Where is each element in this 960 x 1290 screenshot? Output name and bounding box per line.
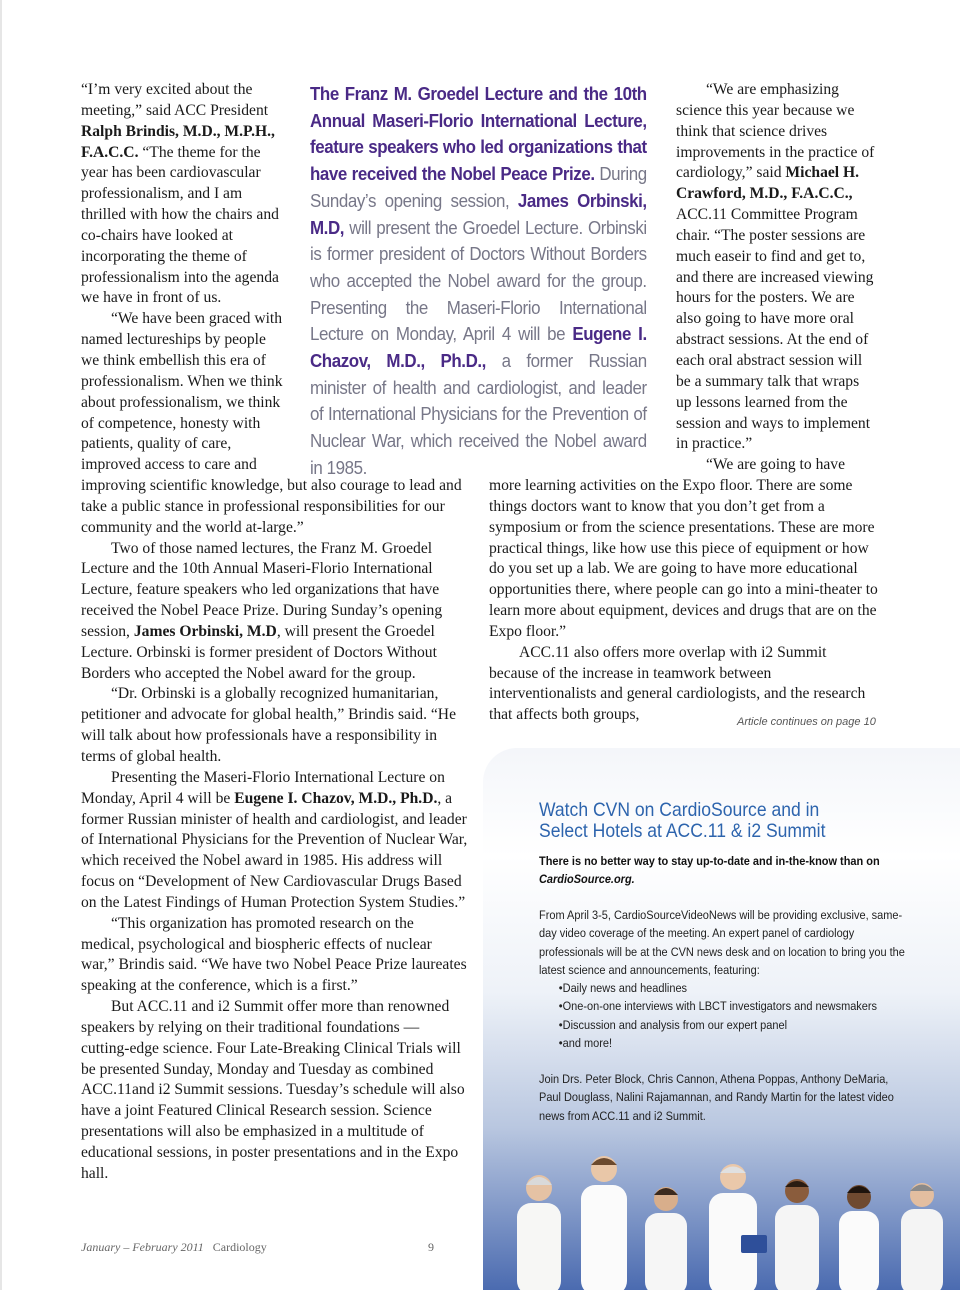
list-item: • One-on-one interviews with LBCT investigators and newsmakers bbox=[559, 997, 908, 1015]
paragraph: But ACC.11 and i2 Summit offer more than renowned speakers by relying on their traditional foundations — cutting-edge science. Four Late-Breaking Clinical Trials will be presented Sunday, Monday and Tuesday as combined ACC.11and i2 Summit sessions. Tuesday’s schedule will also have a joint Featured Clinical Research session. Science presentations will also be emphasized in a multitude of educational sessions, in poster presentations and in the Expo hall. bbox=[81, 998, 465, 1182]
list-item: • Discussion and analysis from our expert panel bbox=[559, 1016, 908, 1034]
continues-note: Article continues on page 10 bbox=[737, 716, 876, 728]
column-1-top bbox=[81, 80, 283, 476]
pull-quote: The Franz M. Groedel Lecture and the 10th Annual Maseri-Florio International Lecture, feature speakers who led organizations that have received the Nobel Peace Prize. During Sunday’s opening session, James Orbinski, M.D, will present the Groedel Lecture. Orbinski is former president of Doctors Without Borders who accepted the Nobel award for the group. Presenting the Maseri-Florio International Lecture on Monday, April 4 will be Eugene I. Chazov, M.D., Ph.D., a former Russian minister of health and cardiologist, and leader of International Physicians for the Prevention of Nuclear War, which received the Nobel award in 1985. bbox=[310, 83, 647, 478]
paragraph: “Dr. Orbinski is a globally recognized humanitarian, petitioner and advocate for global health,” Brindis said. “He will talk about how professionals have a responsibility in terms of global health. bbox=[81, 685, 456, 765]
pull-quote-name: Eugene I. Chazov, M.D., Ph.D., bbox=[310, 323, 647, 372]
speaker-name: Eugene I. Chazov, M.D., Ph.D. bbox=[234, 789, 438, 807]
doctor-figure bbox=[517, 1175, 561, 1290]
pull-quote-lead: The Franz M. Groedel Lecture and the 10th Annual Maseri-Florio International Lecture, feature speakers who led organizations that have received the Nobel Peace Prize. bbox=[310, 83, 647, 185]
sidebar-body: From April 3-5, CardioSourceVideoNews will be providing exclusive, same-day video coverage of the meeting. An expert panel of cardiology professionals will be at the CVN news desk and on location to bring you the latest science and announcements, featuring: • Daily news and headlines • One-on-one interviews with LBCT investigators and newsmakers • Discussion and analysis from our expert panel • and more! bbox=[539, 906, 908, 1052]
paragraph: ACC.11 also offers more overlap with i2 Summit because of the increase in teamwork between interventionalists and general cardiologists, and the research that affects both groups, bbox=[489, 643, 866, 724]
doctor-figure bbox=[901, 1183, 943, 1290]
doctors-photo bbox=[503, 1143, 953, 1290]
page-edge bbox=[0, 0, 2, 1290]
cvn-sidebar bbox=[483, 748, 960, 1290]
paragraph: Two of those named lectures, the Franz M. Groedel Lecture and the 10th Annual Maseri-Florio International Lecture, feature speakers who led organizations that have received the Nobel Peace Prize. During Sunday’s opening session, James Orbinski, M.D, will present the Groedel Lecture. Orbinski is former president of Doctors Without Borders who accepted the Nobel award for the group. bbox=[81, 539, 443, 682]
issue-date: January – February 2011 bbox=[81, 1240, 204, 1254]
doctor-figure bbox=[581, 1156, 627, 1290]
paragraph: more learning activities on the Expo floor. There are some things doctors want to know that you don’t get from a symposium or from the science presentations. These are more practical things, like how use this piece of equipment or how do you set up a lab. We are going to have more educational opportunities there, where people can go into a mini-theater to learn more about equipment, devices and drugs that are on the Expo floor.” bbox=[489, 477, 878, 640]
sidebar-intro: There is no better way to stay up-to-date and in-the-know than on CardioSource.org. bbox=[539, 854, 880, 886]
speaker-name: Michael H. Crawford, M.D., F.A.C.C., bbox=[676, 164, 860, 203]
paragraph: “This organization has promoted research on the medical, psychological and biospheric effects of nuclear war,” Brindis said. “We have two Nobel Peace Prize laureates speaking at the conference, which is a first.” bbox=[81, 914, 467, 995]
column-1-lower bbox=[81, 476, 469, 1185]
column-3-lower bbox=[489, 476, 879, 726]
sidebar-join: Join Drs. Peter Block, Chris Cannon, Athena Poppas, Anthony DeMaria, Paul Douglass, Nalini Rajamannan, and Randy Martin for the latest video news from ACC.11 and i2 Summit. bbox=[539, 1072, 894, 1123]
publication-name: Cardiology bbox=[212, 1240, 267, 1254]
column-3-top bbox=[676, 80, 876, 476]
speaker-name: Ralph Brindis, M.D., M.P.H., F.A.C.C. bbox=[81, 122, 275, 161]
list-item: • Daily news and headlines bbox=[559, 979, 908, 997]
feature-list bbox=[539, 979, 908, 1052]
paragraph: “I’m very excited about the meeting,” said ACC President Ralph Brindis, M.D., M.P.H., F.A.C.C. “The theme for the year has been cardiovascular professionalism, and I am thrilled with how the chairs and co-chairs have looked at incorporating the theme of professionalism into the agenda we have in front of us. bbox=[81, 81, 279, 307]
page-number: 9 bbox=[428, 1240, 434, 1254]
paragraph: “We are going to have bbox=[706, 456, 846, 474]
list-item: • and more! bbox=[559, 1034, 908, 1052]
paragraph: improving scientific knowledge, but also courage to lead and take a public stance in professional responsibilities for our community and the world at-large.” bbox=[81, 477, 462, 536]
page-footer bbox=[81, 1240, 434, 1255]
doctor-figure bbox=[775, 1179, 819, 1290]
paragraph: “We are emphasizing science this year because we think that science drives improvements in the practice of cardiology,” said Michael H. Crawford, M.D., F.A.C.C., ACC.11 Committee Program chair. “The poster sessions are much easeir to find and get to, and there are increased viewing hours for the posters. We are also going to have more oral abstract sessions. At the end of each oral abstract session will be a summary talk that wraps up lessons learned from the session and ways to implement in practice.” bbox=[676, 81, 875, 453]
sidebar-title: Watch CVN on CardioSource and in Select Hotels at ACC.11 & i2 Summit bbox=[539, 799, 826, 842]
speaker-name: James Orbinski, M.D bbox=[133, 622, 277, 640]
paragraph: “We have been graced with named lectureships by people we think embellish this era of professionalism. When we think about professionalism, we think of competence, honesty with patients, quality of care, improved access to care and bbox=[81, 310, 283, 474]
cardiosource-link: CardioSource.org. bbox=[539, 872, 635, 886]
doctor-figure bbox=[645, 1187, 687, 1290]
paragraph: Presenting the Maseri-Florio International Lecture on Monday, April 4 will be Eugene I. Chazov, M.D., Ph.D., a former Russian minister of health and cardiologist, and leader of International Physicians for the Prevention of Nuclear War, which received the Nobel award in 1985. His address will focus on “Development of New Cardiovascular Drugs Based on the Latest Findings of Human Protection System Studies.” bbox=[81, 768, 468, 911]
doctor-figure bbox=[839, 1185, 879, 1290]
doctor-figure bbox=[709, 1164, 767, 1290]
pull-quote-name: James Orbinski, M.D, bbox=[310, 189, 647, 238]
